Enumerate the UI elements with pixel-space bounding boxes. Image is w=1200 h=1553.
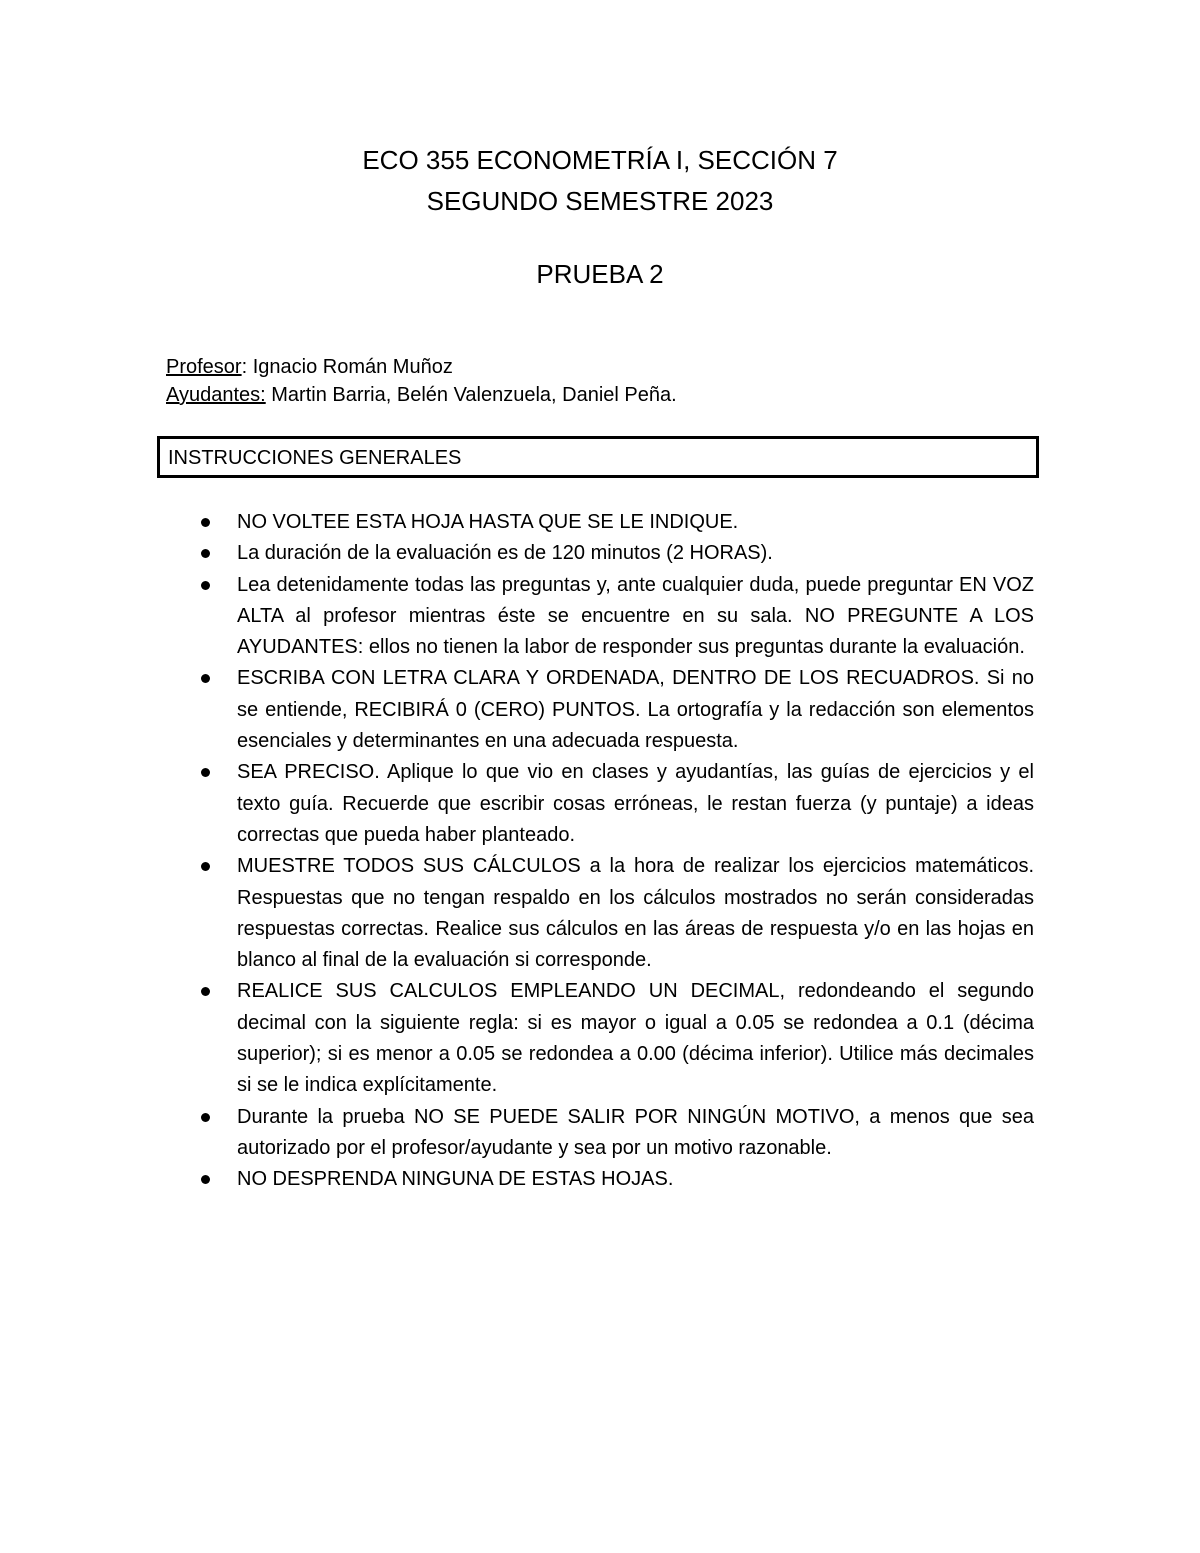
professor-line (166, 352, 453, 382)
bullet-icon (201, 518, 210, 527)
list-item-text: La duración de la evaluación es de 120 minutos (2 HORAS). (237, 542, 773, 565)
professor-label: Profesor (166, 356, 242, 378)
professor-name: : Ignacio Román Muñoz (241, 356, 453, 378)
assistants-names: Martin Barria, Belén Valenzuela, Daniel Peña. (265, 384, 677, 406)
assistants-label: Ayudantes: (166, 384, 266, 406)
bullet-icon (201, 674, 210, 683)
assistants-line (166, 380, 677, 410)
bullet-icon (201, 1113, 210, 1122)
list-item (196, 663, 1034, 757)
course-title: ECO 355 ECONOMETRÍA I, SECCIÓN 7 (362, 145, 838, 175)
list-item-text: SEA PRECISO. Aplique lo que vio en clases y ayudantías, las guías de ejercicios y el texto guía. Recuerde que escribir cosas erróneas, le restan fuerza (y puntaje) a ideas correctas que pueda haber planteado. (237, 761, 1034, 846)
bullet-icon (201, 581, 210, 590)
list-item (196, 976, 1034, 1101)
list-item (196, 757, 1034, 851)
instructions-list (196, 507, 1034, 1196)
exam-title: PRUEBA 2 (536, 259, 664, 289)
semester-title: SEGUNDO SEMESTRE 2023 (426, 186, 774, 216)
list-item (196, 1164, 1034, 1195)
list-item-text: MUESTRE TODOS SUS CÁLCULOS a la hora de realizar los ejercicios matemáticos. Respuestas que no tengan respaldo en los cálculos mostrados no serán consideradas respuestas correctas. Realice sus cálculos en las áreas de respuesta y/o en las hojas en blanco al final de la evaluación si corresponde. (237, 855, 1034, 972)
bullet-icon (201, 862, 210, 871)
list-item-text: NO VOLTEE ESTA HOJA HASTA QUE SE LE INDIQUE. (237, 511, 739, 533)
bullet-icon (201, 1175, 210, 1184)
bullet-icon (201, 768, 210, 777)
list-item (196, 851, 1034, 976)
list-item-text: Lea detenidamente todas las preguntas y, ante cualquier duda, puede preguntar EN VOZ ALTA al profesor mientras éste se encuentre en su sala. NO PREGUNTE A LOS AYUDANTES: ellos no tienen la labor de responder sus preguntas durante la evaluación. (237, 573, 1034, 659)
list-item-text: ESCRIBA CON LETRA CLARA Y ORDENADA, DENTRO DE LOS RECUADROS. Si no se entiende, RECIBIRÁ 0 (CERO) PUNTOS. La ortografía y la redacción son elementos esenciales y determinantes en una adecuada respuesta. (237, 667, 1034, 753)
list-item (196, 570, 1034, 664)
list-item (196, 1102, 1034, 1165)
list-item (196, 507, 1034, 538)
list-item (196, 538, 1034, 569)
bullet-icon (201, 987, 210, 996)
instructions-heading: INSTRUCCIONES GENERALES (168, 447, 462, 469)
instructions-heading-box (157, 436, 1039, 478)
list-item-text: REALICE SUS CALCULOS EMPLEANDO UN DECIMAL, redondeando el segundo decimal con la siguiente regla: si es mayor o igual a 0.05 se redondea a 0.1 (décima superior); si es menor a 0.05 se redondea a 0.00 (décima inferior). Utilice más decimales si se le indica explícitamente. (237, 980, 1034, 1097)
list-item-text: NO DESPRENDA NINGUNA DE ESTAS HOJAS. (237, 1168, 674, 1191)
list-item-text: Durante la prueba NO SE PUEDE SALIR POR NINGÚN MOTIVO, a menos que sea autorizado por el profesor/ayudante y sea por un motivo razonable. (237, 1105, 1034, 1159)
bullet-icon (201, 549, 210, 558)
